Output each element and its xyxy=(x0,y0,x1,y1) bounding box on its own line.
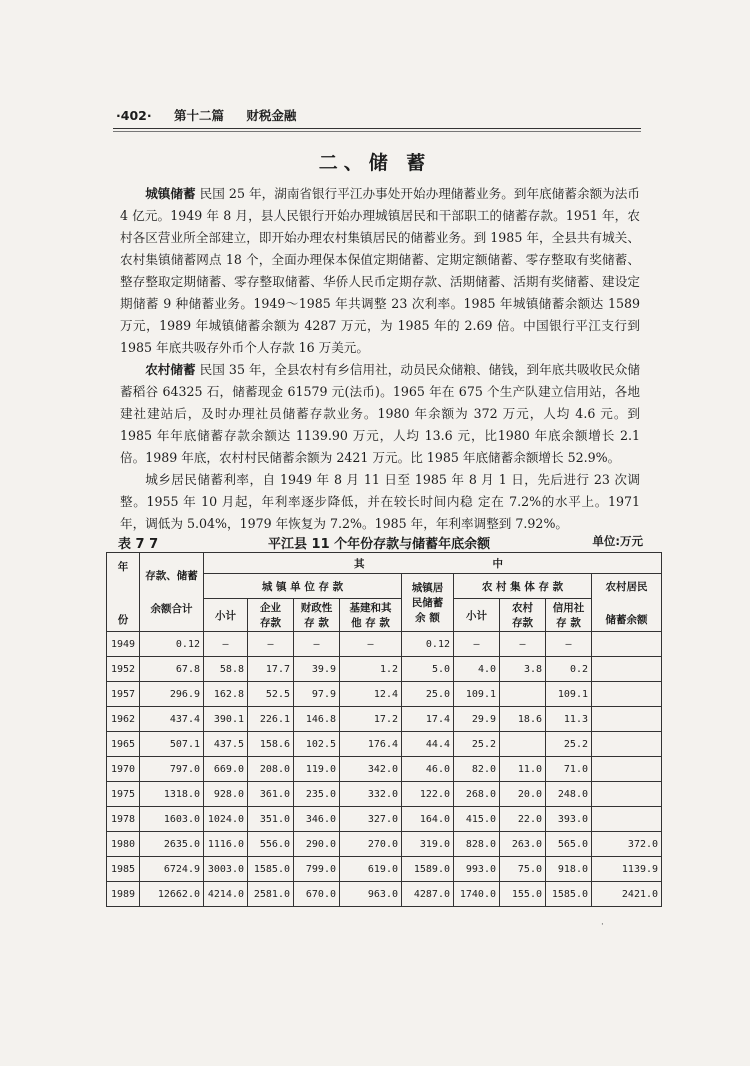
paragraph-urban xyxy=(120,183,640,359)
year-cell: 1985 xyxy=(107,857,140,882)
value-cell: 97.9 xyxy=(294,682,340,707)
value-cell xyxy=(592,632,662,657)
value-cell: 67.8 xyxy=(140,657,204,682)
value-cell: 2635.0 xyxy=(140,832,204,857)
value-cell: 346.0 xyxy=(294,807,340,832)
value-cell: 146.8 xyxy=(294,707,340,732)
value-cell: 248.0 xyxy=(546,782,592,807)
value-cell: 52.5 xyxy=(248,682,294,707)
value-cell: 319.0 xyxy=(402,832,454,857)
value-cell: 963.0 xyxy=(340,882,402,907)
value-cell: — xyxy=(204,632,248,657)
paragraph-label: 农村储蓄 xyxy=(145,362,196,377)
year-cell: 1949 xyxy=(107,632,140,657)
value-cell xyxy=(592,707,662,732)
year-cell: 1975 xyxy=(107,782,140,807)
value-cell: 799.0 xyxy=(294,857,340,882)
year-cell: 1962 xyxy=(107,707,140,732)
header-urban-unit: 城 镇 单 位 存 款 xyxy=(204,574,402,599)
value-cell: 25.2 xyxy=(454,732,500,757)
table-row xyxy=(107,807,662,832)
header-total: 存款、储蓄 余额合计 xyxy=(140,553,204,632)
value-cell: 669.0 xyxy=(204,757,248,782)
value-cell: 296.9 xyxy=(140,682,204,707)
value-cell: 1116.0 xyxy=(204,832,248,857)
value-cell: 556.0 xyxy=(248,832,294,857)
value-cell: 361.0 xyxy=(248,782,294,807)
year-cell: 1978 xyxy=(107,807,140,832)
year-cell: 1970 xyxy=(107,757,140,782)
value-cell: 162.8 xyxy=(204,682,248,707)
value-cell: 1740.0 xyxy=(454,882,500,907)
value-cell: — xyxy=(248,632,294,657)
value-cell: 22.0 xyxy=(500,807,546,832)
header-rural-collective: 农 村 集 体 存 款 xyxy=(454,574,592,599)
value-cell: 918.0 xyxy=(546,857,592,882)
value-cell: — xyxy=(454,632,500,657)
paragraph-label: 城镇储蓄 xyxy=(145,186,196,201)
value-cell: 415.0 xyxy=(454,807,500,832)
value-cell: 828.0 xyxy=(454,832,500,857)
value-cell: — xyxy=(340,632,402,657)
value-cell: 109.1 xyxy=(454,682,500,707)
value-cell xyxy=(500,682,546,707)
value-cell: 75.0 xyxy=(500,857,546,882)
value-cell: 0.2 xyxy=(546,657,592,682)
stray-mark: · xyxy=(601,920,604,930)
value-cell: 25.2 xyxy=(546,732,592,757)
header-rule-thin xyxy=(113,131,641,132)
table-number: 表 7 7 xyxy=(118,537,159,552)
value-cell: 82.0 xyxy=(454,757,500,782)
value-cell: 235.0 xyxy=(294,782,340,807)
value-cell: — xyxy=(500,632,546,657)
value-cell xyxy=(592,732,662,757)
value-cell: 17.2 xyxy=(340,707,402,732)
value-cell: 58.8 xyxy=(204,657,248,682)
savings-table xyxy=(106,552,662,907)
year-cell: 1980 xyxy=(107,832,140,857)
value-cell: 176.4 xyxy=(340,732,402,757)
value-cell: 332.0 xyxy=(340,782,402,807)
table-row xyxy=(107,732,662,757)
value-cell: 119.0 xyxy=(294,757,340,782)
section-title: 二、储 蓄 xyxy=(318,152,432,174)
table-row xyxy=(107,757,662,782)
value-cell: 226.1 xyxy=(248,707,294,732)
paragraph-text: 民国 25 年，湖南省银行平江办事处开始办理储蓄业务。到年底储蓄余额为法币 4 亿元。1949 年 8 月，县人民银行开始办理城镇居民和干部职工的储蓄存款。1951 年，农村各区营业所全部建立，即开始办理农村集镇居民的储蓄业务。到 1985 年，全县共有城关、农村集镇储蓄网点 18 个，全面办理保本保值定期储蓄、定期定额储蓄、零存整取有奖储蓄、整存整取定期储蓄、零存整取储蓄、华侨人民币定期存款、活期储蓄、活期有奖储蓄、建设定期储蓄 9 种储蓄业务。1949～1985 年共调整 23 次利率。1985 年城镇储蓄余额达 1589 万元，1989 年城镇储蓄余额为 4287 万元，为 1985 年的 2.69 倍。中国银行平江支行到 1985 年底共吸存外币个人存款 16 万美元。 xyxy=(120,186,640,355)
year-cell: 1952 xyxy=(107,657,140,682)
value-cell: 268.0 xyxy=(454,782,500,807)
table-row xyxy=(107,857,662,882)
value-cell: 12662.0 xyxy=(140,882,204,907)
paragraph-interest xyxy=(120,469,640,535)
paragraph-text: 城乡居民储蓄利率，自 1949 年 8 月 11 日至 1985 年 8 月 1 日，先后进行 23 次调整。1955 年 10 月起，年利率逐步降低，并在较长时间内稳 定在 7.2%的水平上。1971 年，调低为 5.04%，1979 年恢复为 7.2%。1985 年，年利率调整到 7.92%。 xyxy=(120,472,640,531)
paragraph-rural xyxy=(120,359,640,469)
value-cell: 0.12 xyxy=(140,632,204,657)
paragraph-text: 民国 35 年，全县农村有乡信用社，动员民众储粮、储钱，到年底共吸收民众储蓄稻谷 64325 石，储蓄现金 61579 元(法币)。1965 年在 675 个生产队建立信用站，各地建社建站后，及时办理社员储蓄存款业务。1980 年余额为 372 万元，人均 4.6 元。到 1985 年年底储蓄存款余额达 1139.90 万元，人均 13.6 元，比1980 年底余额增长 2.1 倍。1989 年底，农村村民储蓄余额为 2421 万元。比 1985 年底储蓄余额增长 52.9%。 xyxy=(120,362,640,465)
running-header xyxy=(116,106,314,124)
header-rural-residents: 农村居民 储蓄余额 xyxy=(592,574,662,632)
value-cell xyxy=(592,657,662,682)
body-text xyxy=(120,183,640,535)
value-cell: 109.1 xyxy=(546,682,592,707)
value-cell: 6724.9 xyxy=(140,857,204,882)
value-cell: 263.0 xyxy=(500,832,546,857)
header-year: 年 份 xyxy=(107,553,140,632)
value-cell: 11.0 xyxy=(500,757,546,782)
value-cell: 155.0 xyxy=(500,882,546,907)
value-cell: 437.4 xyxy=(140,707,204,732)
value-cell: 102.5 xyxy=(294,732,340,757)
table-row xyxy=(107,882,662,907)
value-cell: 12.4 xyxy=(340,682,402,707)
table-caption xyxy=(118,533,643,551)
header-credit-union: 信用社 存 款 xyxy=(546,599,592,632)
value-cell: 164.0 xyxy=(402,807,454,832)
value-cell xyxy=(592,682,662,707)
value-cell: 797.0 xyxy=(140,757,204,782)
value-cell: 1318.0 xyxy=(140,782,204,807)
value-cell: 1589.0 xyxy=(402,857,454,882)
value-cell: 372.0 xyxy=(592,832,662,857)
value-cell: 208.0 xyxy=(248,757,294,782)
value-cell: — xyxy=(294,632,340,657)
header-village: 农村 存款 xyxy=(500,599,546,632)
table-row xyxy=(107,682,662,707)
value-cell xyxy=(500,732,546,757)
year-cell: 1989 xyxy=(107,882,140,907)
value-cell: 71.0 xyxy=(546,757,592,782)
value-cell: 11.3 xyxy=(546,707,592,732)
value-cell: 17.4 xyxy=(402,707,454,732)
value-cell: 25.0 xyxy=(402,682,454,707)
header-breakdown: 其 中 xyxy=(204,553,662,574)
value-cell: 3003.0 xyxy=(204,857,248,882)
value-cell: 670.0 xyxy=(294,882,340,907)
value-cell: 270.0 xyxy=(340,832,402,857)
value-cell: 39.9 xyxy=(294,657,340,682)
value-cell: 327.0 xyxy=(340,807,402,832)
value-cell xyxy=(592,807,662,832)
table-row xyxy=(107,632,662,657)
value-cell: 158.6 xyxy=(248,732,294,757)
value-cell: 1603.0 xyxy=(140,807,204,832)
value-cell: 1139.9 xyxy=(592,857,662,882)
table-row xyxy=(107,657,662,682)
value-cell: 1.2 xyxy=(340,657,402,682)
table-title: 平江县 11 个年份存款与储蓄年底余额 xyxy=(268,537,491,552)
value-cell: 342.0 xyxy=(340,757,402,782)
value-cell: 18.6 xyxy=(500,707,546,732)
part-title: 财税金融 xyxy=(246,108,297,123)
header-urban-residents: 城镇居 民储蓄 余 额 xyxy=(402,574,454,632)
header-subtotal: 小计 xyxy=(204,599,248,632)
value-cell: 29.9 xyxy=(454,707,500,732)
table-row xyxy=(107,707,662,732)
table-row xyxy=(107,832,662,857)
year-cell: 1957 xyxy=(107,682,140,707)
table-unit: 单位:万元 xyxy=(592,534,643,548)
value-cell: 122.0 xyxy=(402,782,454,807)
value-cell: 4287.0 xyxy=(402,882,454,907)
header-infrastructure: 基建和其 他 存 款 xyxy=(340,599,402,632)
header-rule xyxy=(113,128,641,129)
header-enterprise: 企业 存款 xyxy=(248,599,294,632)
value-cell: 3.8 xyxy=(500,657,546,682)
value-cell: 351.0 xyxy=(248,807,294,832)
value-cell: 5.0 xyxy=(402,657,454,682)
value-cell: 507.1 xyxy=(140,732,204,757)
value-cell: 390.1 xyxy=(204,707,248,732)
value-cell: 393.0 xyxy=(546,807,592,832)
value-cell: 290.0 xyxy=(294,832,340,857)
value-cell: 565.0 xyxy=(546,832,592,857)
value-cell: 20.0 xyxy=(500,782,546,807)
value-cell: 2581.0 xyxy=(248,882,294,907)
value-cell: 0.12 xyxy=(402,632,454,657)
value-cell: 1585.0 xyxy=(546,882,592,907)
value-cell: 928.0 xyxy=(204,782,248,807)
part-label: 第十二篇 xyxy=(173,108,224,123)
value-cell: 2421.0 xyxy=(592,882,662,907)
value-cell: 4.0 xyxy=(454,657,500,682)
value-cell: 437.5 xyxy=(204,732,248,757)
table-row xyxy=(107,782,662,807)
value-cell: 4214.0 xyxy=(204,882,248,907)
value-cell xyxy=(592,757,662,782)
value-cell: 44.4 xyxy=(402,732,454,757)
year-cell: 1965 xyxy=(107,732,140,757)
value-cell: 1024.0 xyxy=(204,807,248,832)
header-rural-subtotal: 小计 xyxy=(454,599,500,632)
value-cell xyxy=(592,782,662,807)
header-fiscal: 财政性 存 款 xyxy=(294,599,340,632)
value-cell: 993.0 xyxy=(454,857,500,882)
value-cell: 46.0 xyxy=(402,757,454,782)
value-cell: 17.7 xyxy=(248,657,294,682)
page-number: ·402· xyxy=(116,108,152,123)
value-cell: 1585.0 xyxy=(248,857,294,882)
value-cell: — xyxy=(546,632,592,657)
value-cell: 619.0 xyxy=(340,857,402,882)
